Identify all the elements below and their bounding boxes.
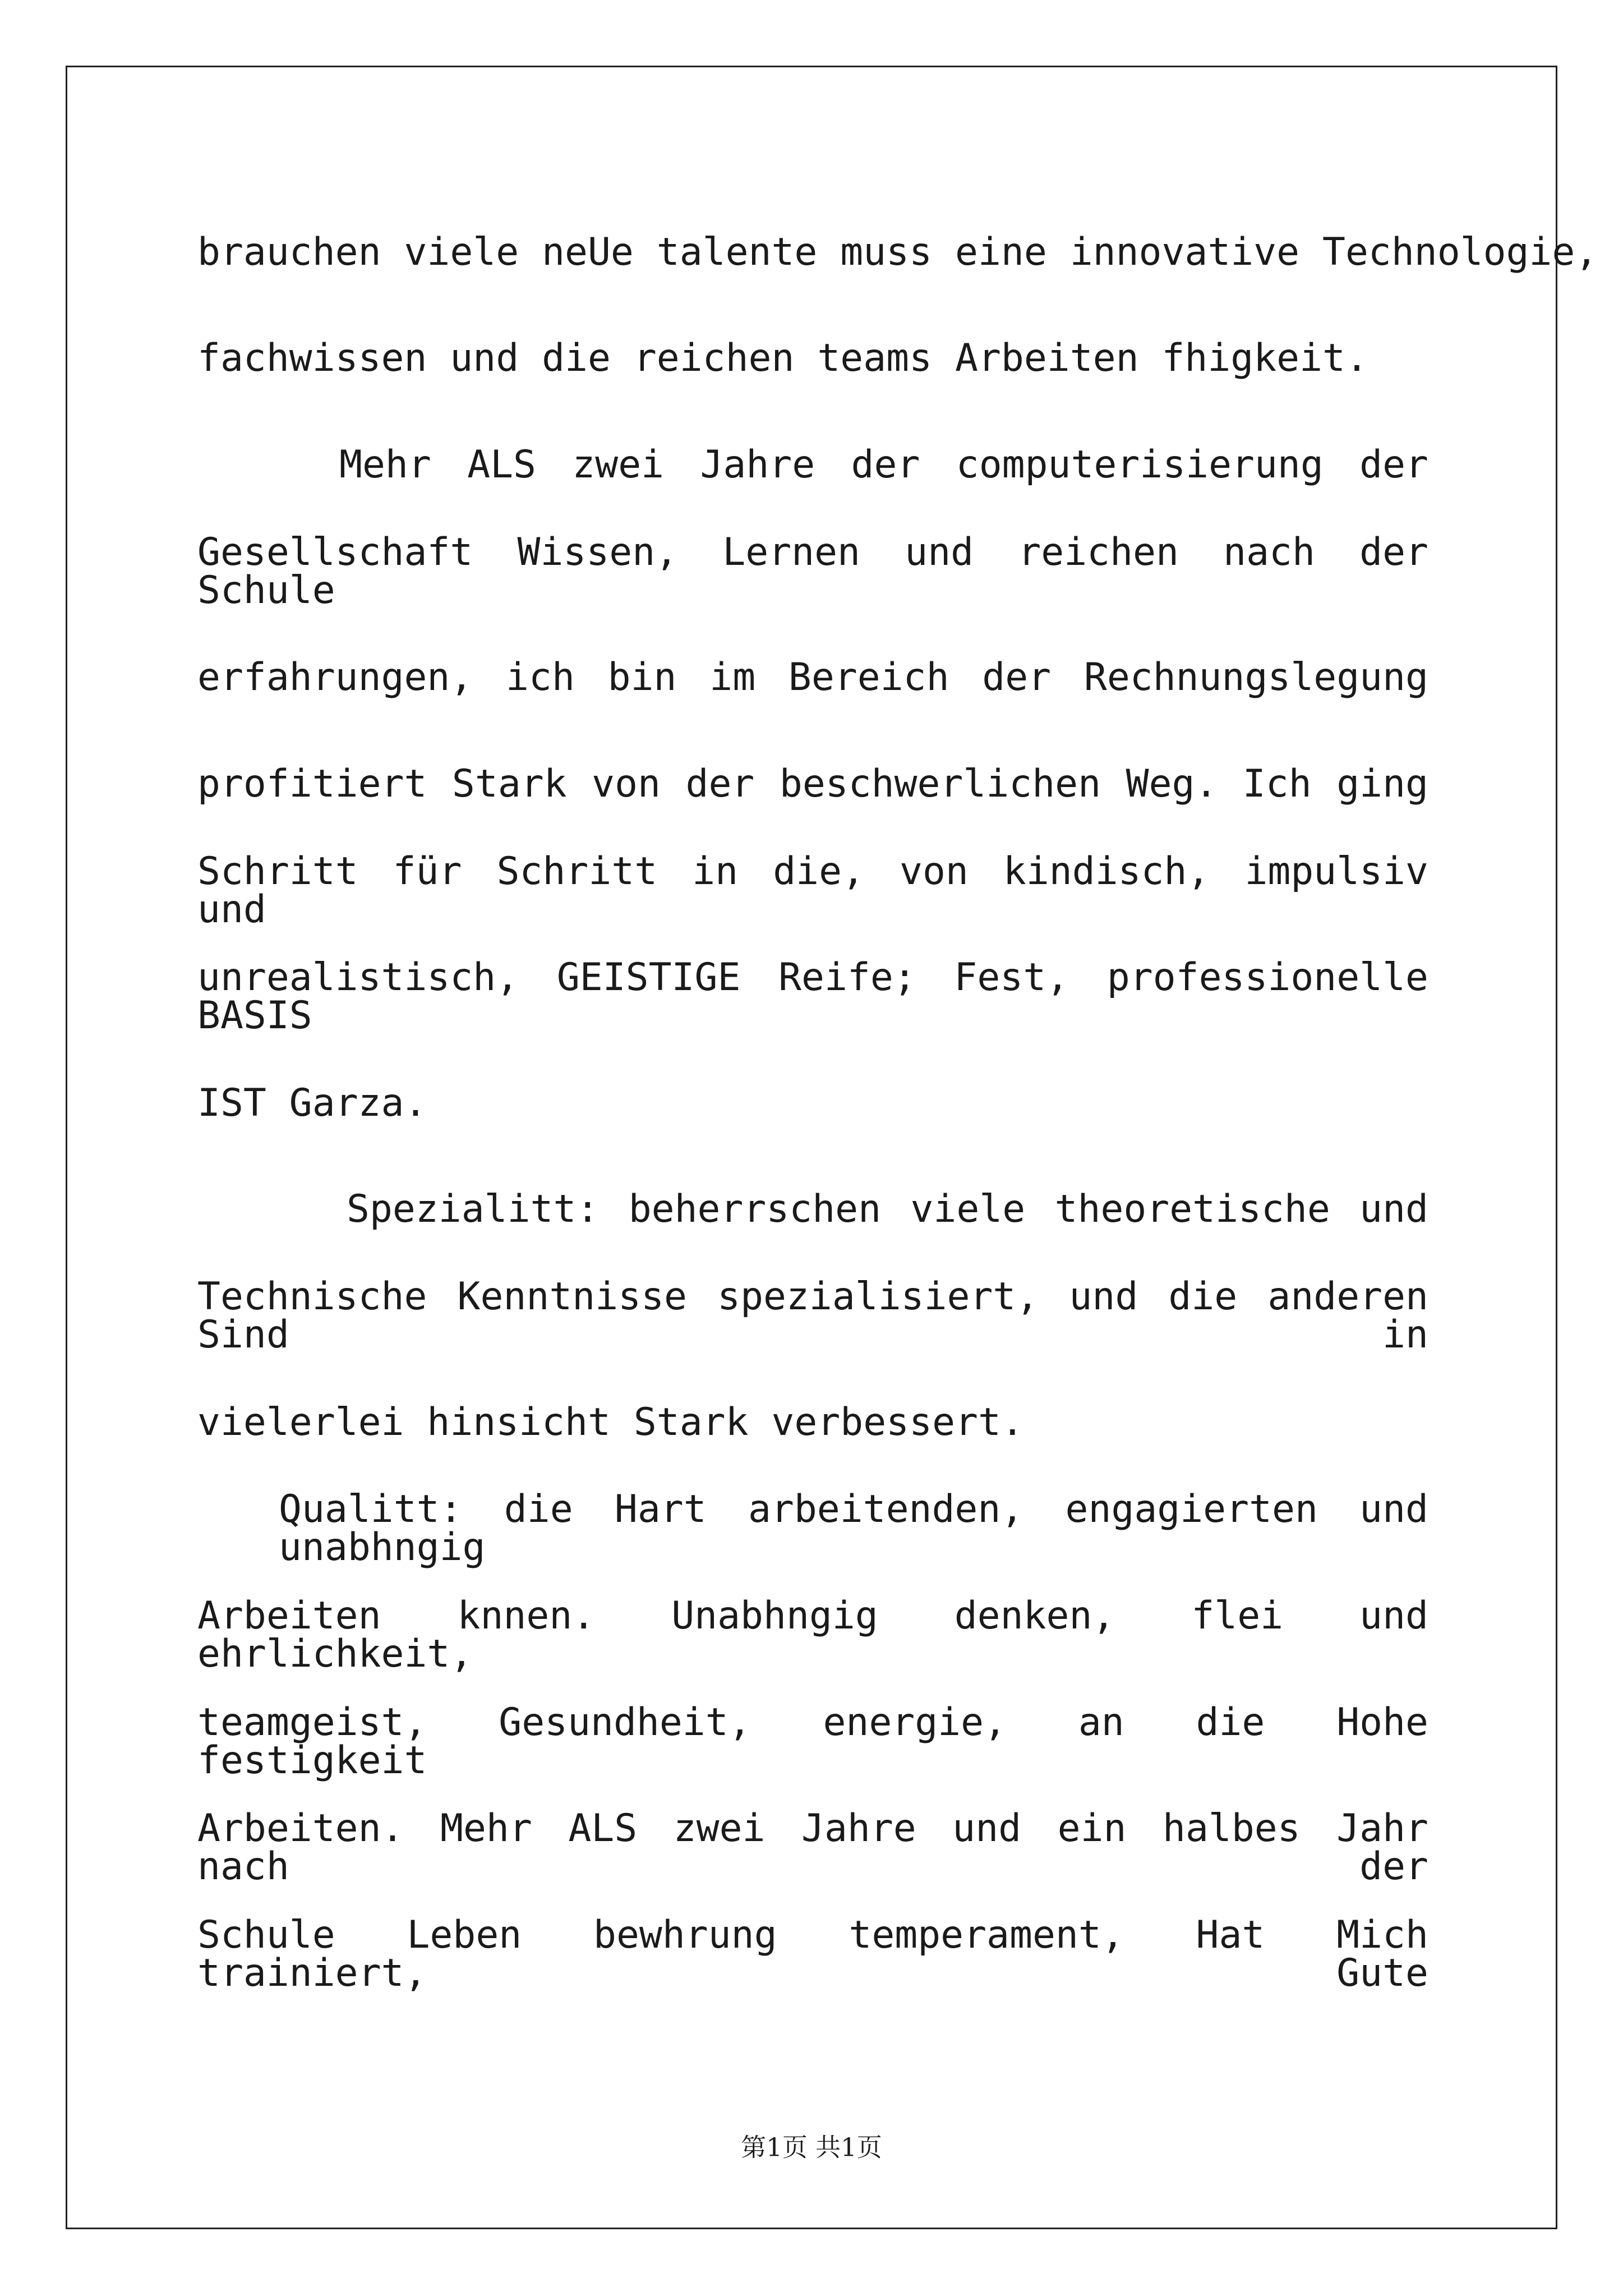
- text-line: Schule Leben bewhrung temperament, Hat Mich trainiert, Gute: [197, 1913, 1428, 1995]
- text-line: Spezialitt: beherrschen viele theoretische und: [347, 1187, 1428, 1231]
- text-line: vielerlei hinsicht Stark verbessert.: [197, 1400, 1024, 1444]
- text-line: fachwissen und die reichen teams Arbeiten fhigkeit.: [197, 336, 1368, 380]
- text-line: Arbeiten. Mehr ALS zwei Jahre und ein halbes Jahr nach der: [197, 1806, 1428, 1889]
- page-border: [66, 66, 1598, 2229]
- text-line: Schritt für Schritt in die, von kindisch, impulsiv und: [197, 849, 1428, 932]
- text-line: IST Garza.: [197, 1081, 427, 1125]
- text-line: Arbeiten knnen. Unabhngig denken, flei und ehrlichkeit,: [197, 1594, 1428, 1676]
- page-number-footer: 第1页 共1页: [741, 2132, 882, 2162]
- text-line: unrealistisch, GEISTIGE Reife; Fest, professionelle BASIS: [197, 955, 1428, 1038]
- text-line: Mehr ALS zwei Jahre der computerisierung der: [339, 443, 1428, 487]
- text-line: teamgeist, Gesundheit, energie, an die Hohe festigkeit: [197, 1700, 1428, 1783]
- text-line: Technische Kenntnisse spezialisiert, und die anderen Sind in: [197, 1274, 1428, 1357]
- text-line: Gesellschaft Wissen, Lernen und reichen nach der Schule: [197, 530, 1428, 613]
- text-line: Qualitt: die Hart arbeitenden, engagierten und unabhngig: [279, 1487, 1428, 1570]
- text-line: erfahrungen, ich bin im Bereich der Rechnungslegung: [197, 655, 1428, 700]
- text-line: brauchen viele neUe talente muss eine innovative Technologie,: [197, 230, 1598, 274]
- text-line: profitiert Stark von der beschwerlichen Weg. Ich ging: [197, 762, 1428, 806]
